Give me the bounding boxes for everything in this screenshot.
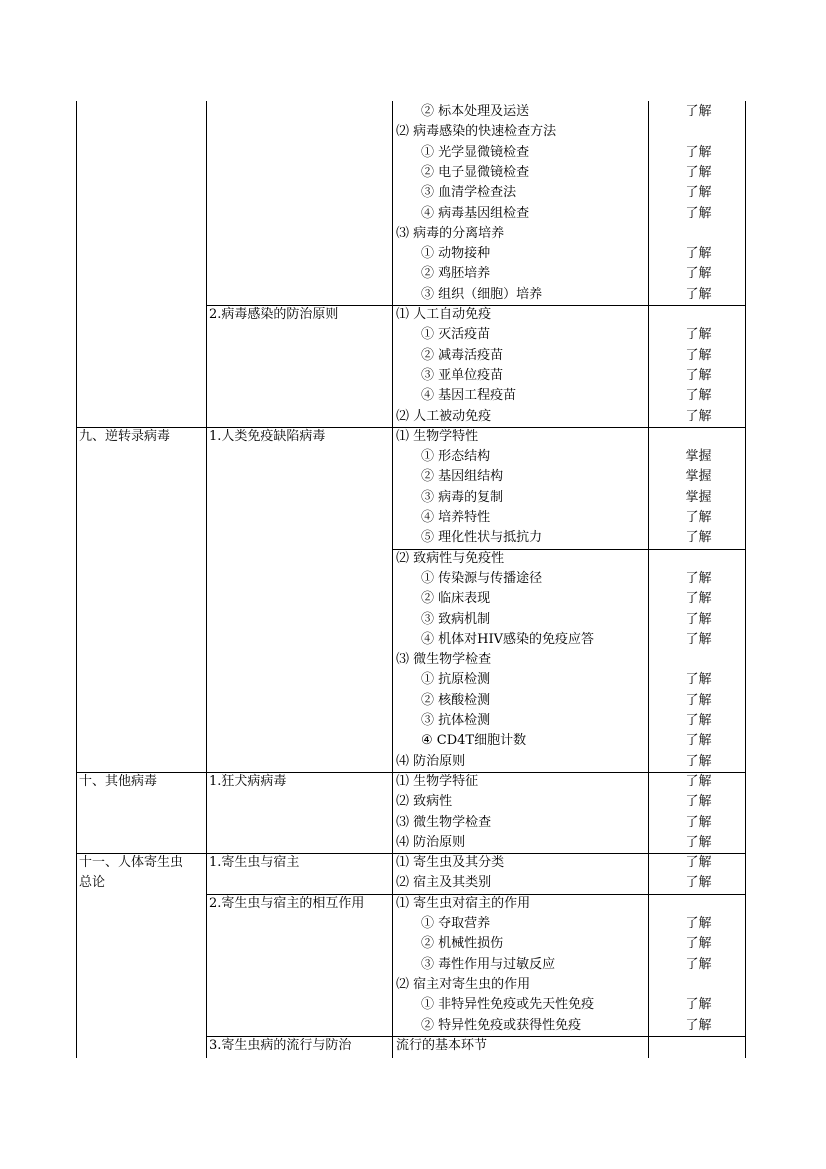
requirement-cell: 了解	[685, 672, 712, 687]
item-cell: ⑴ 生物学特征	[396, 774, 479, 789]
item-cell: ⑴ 寄生虫对宿主的作用	[396, 896, 531, 911]
requirement-cell: 了解	[685, 754, 712, 769]
sub-item-cell: ② 特异性免疫或获得性免疫	[421, 1018, 582, 1033]
unit-cell: 2.寄生虫与宿主的相互作用	[209, 896, 365, 911]
requirement-cell: 了解	[685, 145, 712, 160]
requirement-cell: 了解	[685, 997, 712, 1012]
sub-item-cell: ① 动物接种	[421, 246, 491, 261]
sub-item-cell: ④ 培养特性	[421, 510, 491, 525]
item-cell: ⑵ 致病性	[396, 794, 453, 809]
requirement-cell: 了解	[685, 815, 712, 830]
requirement-cell: 了解	[685, 916, 712, 931]
requirement-cell: 了解	[685, 571, 712, 586]
requirement-cell: 了解	[685, 246, 712, 261]
requirement-cell: 了解	[685, 632, 712, 647]
requirement-cell: 了解	[685, 1018, 712, 1033]
sub-item-cell: ② 基因组结构	[421, 469, 504, 484]
sub-item-cell: ② 减毒活疫苗	[421, 348, 504, 363]
chapter-cell: 九、逆转录病毒	[79, 429, 171, 444]
sub-item-cell: ③ 抗体检测	[421, 713, 491, 728]
item-cell: ⑵ 宿主及其类别	[396, 875, 492, 890]
requirement-cell: 了解	[685, 733, 712, 748]
sub-item-cell: ② 核酸检测	[421, 693, 491, 708]
item-cell: ⑴ 寄生虫及其分类	[396, 855, 505, 870]
item-cell: ⑷ 防治原则	[396, 754, 466, 769]
sub-item-cell: ② 标本处理及运送	[421, 104, 530, 119]
requirement-cell: 了解	[685, 104, 712, 119]
item-cell: ⑶ 微生物学检查	[396, 815, 492, 830]
requirement-cell: 了解	[685, 327, 712, 342]
requirement-cell: 了解	[685, 591, 712, 606]
requirement-cell: 了解	[685, 287, 712, 302]
requirement-cell: 了解	[685, 774, 712, 789]
column-divider-1	[206, 101, 207, 1058]
requirement-cell: 了解	[685, 612, 712, 627]
sub-item-cell: ③ 亚单位疫苗	[421, 368, 504, 383]
sub-item-cell: ⑤ 理化性状与抵抗力	[421, 530, 543, 545]
sub-item-cell: ① 抗原检测	[421, 672, 491, 687]
requirement-cell: 了解	[685, 936, 712, 951]
sub-item-cell: ① 夺取营养	[421, 916, 491, 931]
sub-item-cell: ② 临床表现	[421, 591, 491, 606]
item-cell: ⑷ 防治原则	[396, 835, 466, 850]
requirement-cell: 了解	[685, 713, 712, 728]
sub-item-cell: ③ 病毒的复制	[421, 490, 504, 505]
sub-item-cell: ④ 病毒基因组检查	[421, 206, 530, 221]
requirement-cell: 了解	[685, 835, 712, 850]
requirement-cell: 了解	[685, 693, 712, 708]
chapter-cell: 总论	[79, 875, 106, 890]
item-cell: ⑵ 致病性与免疫性	[396, 551, 505, 566]
item-cell: ⑵ 人工被动免疫	[396, 409, 492, 424]
sub-item-cell: ④ 机体对HIV感染的免疫应答	[421, 632, 594, 647]
requirement-cell: 了解	[685, 530, 712, 545]
item-cell: ⑴ 生物学特性	[396, 429, 479, 444]
requirement-cell: 了解	[685, 855, 712, 870]
chapter-cell: 十一、人体寄生虫	[79, 855, 184, 870]
sub-item-cell: ④ CD4T细胞计数	[421, 733, 527, 748]
sub-item-cell: ① 光学显微镜检查	[421, 145, 530, 160]
item-cell: ⑴ 人工自动免疫	[396, 307, 492, 322]
outline-table	[76, 101, 746, 1058]
item-cell: 流行的基本环节	[396, 1038, 488, 1053]
requirement-cell: 了解	[685, 368, 712, 383]
requirement-cell: 了解	[685, 409, 712, 424]
sub-item-cell: ① 形态结构	[421, 449, 491, 464]
unit-cell: 1.狂犬病病毒	[209, 774, 287, 789]
requirement-cell: 了解	[685, 794, 712, 809]
unit-cell: 3.寄生虫病的流行与防治	[209, 1038, 352, 1053]
column-divider-3	[648, 101, 649, 1058]
unit-cell: 1.人类免疫缺陷病毒	[209, 429, 326, 444]
sub-item-cell: ② 鸡胚培养	[421, 266, 491, 281]
sub-item-cell: ① 灭活疫苗	[421, 327, 491, 342]
requirement-cell: 了解	[685, 185, 712, 200]
unit-cell: 1.寄生虫与宿主	[209, 855, 300, 870]
table-border-left	[76, 101, 77, 1058]
requirement-cell: 了解	[685, 165, 712, 180]
requirement-cell: 掌握	[685, 469, 712, 484]
sub-item-cell: ③ 毒性作用与过敏反应	[421, 957, 556, 972]
sub-item-cell: ③ 组织（细胞）培养	[421, 287, 543, 302]
unit-cell: 2.病毒感染的防治原则	[209, 307, 339, 322]
item-cell: ⑵ 病毒感染的快速检查方法	[396, 124, 557, 139]
sub-item-cell: ② 机械性损伤	[421, 936, 504, 951]
requirement-cell: 掌握	[685, 449, 712, 464]
requirement-cell: 了解	[685, 348, 712, 363]
item-cell: ⑶ 微生物学检查	[396, 652, 492, 667]
item-cell: ⑶ 病毒的分离培养	[396, 226, 505, 241]
column-divider-2	[392, 101, 393, 1058]
sub-item-cell: ① 非特异性免疫或先天性免疫	[421, 997, 595, 1012]
chapter-cell: 十、其他病毒	[79, 774, 158, 789]
requirement-cell: 了解	[685, 875, 712, 890]
sub-item-cell: ③ 血清学检查法	[421, 185, 517, 200]
requirement-cell: 了解	[685, 206, 712, 221]
requirement-cell: 掌握	[685, 490, 712, 505]
requirement-cell: 了解	[685, 510, 712, 525]
sub-item-cell: ② 电子显微镜检查	[421, 165, 530, 180]
requirement-cell: 了解	[685, 388, 712, 403]
sub-item-cell: ① 传染源与传播途径	[421, 571, 543, 586]
sub-item-cell: ③ 致病机制	[421, 612, 491, 627]
item-cell: ⑵ 宿主对寄生虫的作用	[396, 977, 531, 992]
requirement-cell: 了解	[685, 266, 712, 281]
requirement-cell: 了解	[685, 957, 712, 972]
sub-item-cell: ④ 基因工程疫苗	[421, 388, 517, 403]
